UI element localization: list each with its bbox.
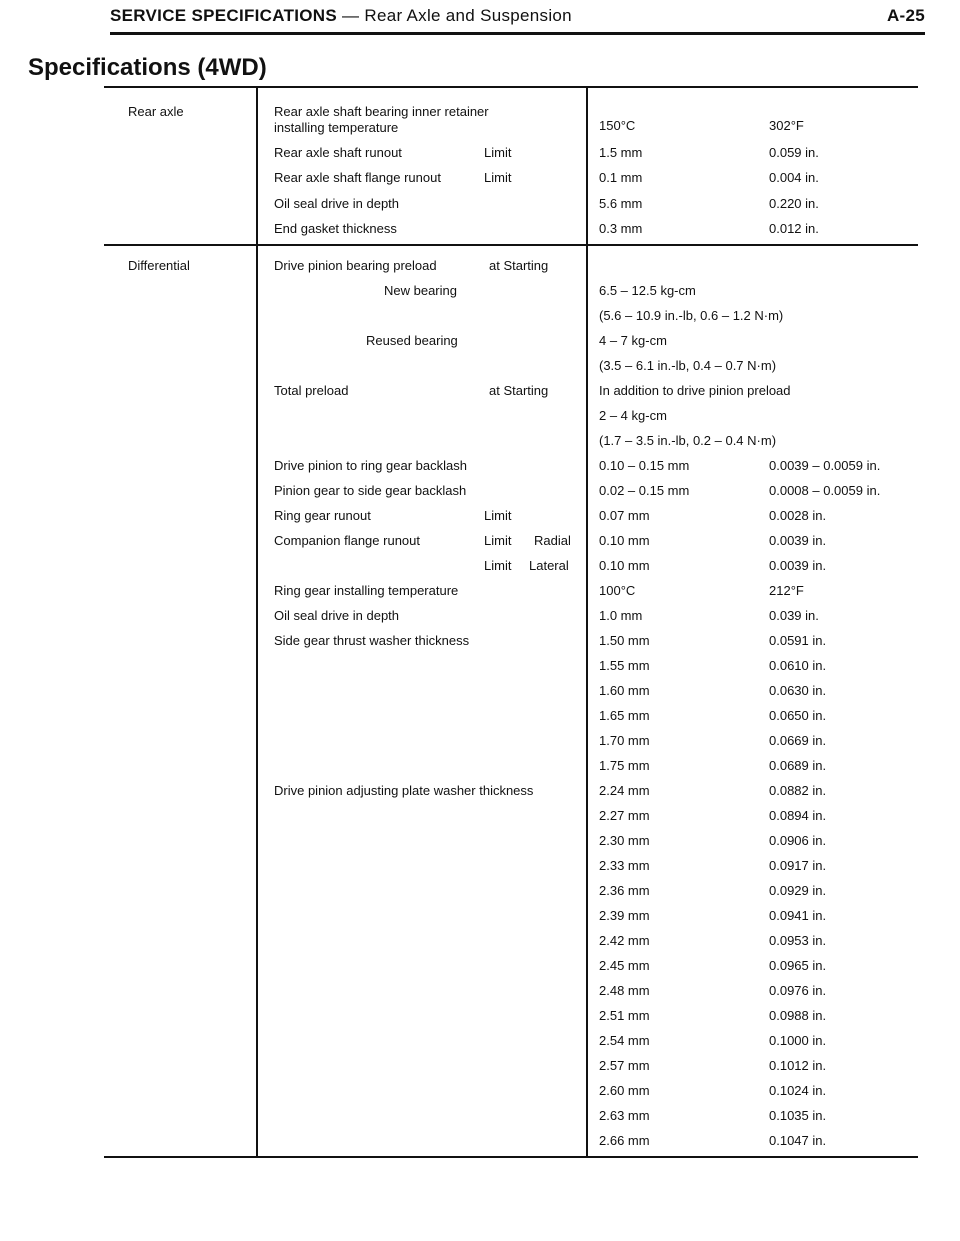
spec-imperial: 0.0929 in.: [769, 883, 827, 898]
spec-metric: 2.30 mm: [599, 833, 650, 848]
spec-table: [104, 86, 918, 1158]
spec-metric: 1.50 mm: [599, 633, 650, 648]
spec-metric: 2.63 mm: [599, 1108, 650, 1123]
spec-imperial: 0.0988 in.: [769, 1008, 827, 1023]
spec-label: Side gear thrust washer thickness: [274, 633, 470, 648]
spec-imperial: 0.059 in.: [769, 145, 819, 160]
spec-qualifier: Lateral: [529, 558, 569, 573]
page-title: Specifications (4WD): [28, 54, 267, 81]
spec-metric: 2.54 mm: [599, 1033, 650, 1048]
spec-imperial: 0.039 in.: [769, 608, 819, 623]
spec-metric: 2.57 mm: [599, 1058, 650, 1073]
spec-label: Rear axle shaft bearing inner retainer installing temperature: [274, 104, 489, 135]
spec-imperial: 0.1024 in.: [769, 1083, 827, 1098]
spec-metric: 1.5 mm: [599, 145, 643, 160]
spec-imperial: 0.1012 in.: [769, 1058, 827, 1073]
spec-sublabel: New bearing: [384, 283, 457, 298]
spec-qualifier: at Starting: [489, 383, 549, 398]
spec-metric: 1.75 mm: [599, 758, 650, 773]
spec-metric: 2.60 mm: [599, 1083, 650, 1098]
spec-metric: 0.10 mm: [599, 533, 650, 548]
spec-metric: 0.10 – 0.15 mm: [599, 458, 690, 473]
spec-qualifier: Limit: [484, 170, 512, 185]
spec-label: Drive pinion to ring gear backlash: [274, 458, 467, 473]
spec-metric-alt: (3.5 – 6.1 in.-lb, 0.4 – 0.7 N·m): [599, 358, 777, 373]
category-differential: Differential: [128, 258, 190, 273]
spec-metric: 6.5 – 12.5 kg-cm: [599, 283, 696, 298]
spec-metric: 1.0 mm: [599, 608, 643, 623]
spec-metric: 0.10 mm: [599, 558, 650, 573]
page-number: A-25: [886, 6, 925, 25]
spec-imperial: 0.0941 in.: [769, 908, 827, 923]
spec-imperial: 0.0953 in.: [769, 933, 827, 948]
spec-imperial: 0.0039 – 0.0059 in.: [769, 458, 881, 473]
spec-imperial: 0.0689 in.: [769, 758, 827, 773]
spec-imperial: 302°F: [769, 118, 804, 133]
spec-imperial: 0.0008 – 0.0059 in.: [769, 483, 881, 498]
spec-label: Oil seal drive in depth: [274, 608, 400, 623]
spec-sublabel: Reused bearing: [366, 333, 458, 348]
spec-metric: 2.39 mm: [599, 908, 650, 923]
spec-label: Total preload: [274, 383, 349, 398]
spec-metric: 2.48 mm: [599, 983, 650, 998]
spec-imperial: 0.0028 in.: [769, 508, 827, 523]
spec-imperial: 0.0591 in.: [769, 633, 827, 648]
spec-qualifier: Limit: [484, 558, 512, 573]
spec-metric: 2.27 mm: [599, 808, 650, 823]
spec-metric: 2.51 mm: [599, 1008, 650, 1023]
spec-imperial: 0.0917 in.: [769, 858, 827, 873]
spec-metric: 2.42 mm: [599, 933, 650, 948]
spec-metric: 1.55 mm: [599, 658, 650, 673]
spec-imperial: 212°F: [769, 583, 804, 598]
category-rear-axle: Rear axle: [128, 104, 184, 119]
spec-imperial: 0.0610 in.: [769, 658, 827, 673]
spec-imperial: 0.0906 in.: [769, 833, 827, 848]
spec-imperial: 0.0976 in.: [769, 983, 827, 998]
spec-imperial: 0.004 in.: [769, 170, 819, 185]
spec-metric: In addition to drive pinion preload: [599, 383, 791, 398]
spec-imperial: 0.1035 in.: [769, 1108, 827, 1123]
spec-label: Rear axle shaft flange runout: [274, 170, 441, 185]
spec-metric: 2.45 mm: [599, 958, 650, 973]
spec-metric-alt: (1.7 – 3.5 in.-lb, 0.2 – 0.4 N·m): [599, 433, 777, 448]
spec-imperial: 0.1047 in.: [769, 1133, 827, 1148]
header-section: SERVICE SPECIFICATIONS: [110, 6, 338, 25]
spec-imperial: 0.0669 in.: [769, 733, 827, 748]
page-header: [110, 6, 925, 35]
spec-metric: 0.1 mm: [599, 170, 643, 185]
spec-imperial: 0.012 in.: [769, 221, 819, 236]
spec-imperial: 0.0882 in.: [769, 783, 827, 798]
spec-label: Rear axle shaft runout: [274, 145, 402, 160]
spec-qualifier: at Starting: [489, 258, 549, 273]
spec-metric: 2 – 4 kg-cm: [599, 408, 667, 423]
spec-metric: 0.07 mm: [599, 508, 650, 523]
spec-imperial: 0.1000 in.: [769, 1033, 827, 1048]
spec-imperial: 0.0965 in.: [769, 958, 827, 973]
spec-label: Drive pinion bearing preload: [274, 258, 437, 273]
spec-metric: 0.02 – 0.15 mm: [599, 483, 690, 498]
spec-metric: 1.70 mm: [599, 733, 650, 748]
spec-metric: 2.66 mm: [599, 1133, 650, 1148]
spec-qualifier: Limit: [484, 508, 512, 523]
spec-label: Oil seal drive in depth: [274, 196, 400, 211]
spec-label: Drive pinion adjusting plate washer thickness: [274, 783, 534, 798]
spec-metric-alt: (5.6 – 10.9 in.-lb, 0.6 – 1.2 N·m): [599, 308, 784, 323]
row-divider: [104, 244, 918, 246]
spec-label: Pinion gear to side gear backlash: [274, 483, 467, 498]
spec-metric: 4 – 7 kg-cm: [599, 333, 667, 348]
spec-label: End gasket thickness: [274, 221, 397, 236]
spec-imperial: 0.0630 in.: [769, 683, 827, 698]
spec-metric: 1.65 mm: [599, 708, 650, 723]
spec-metric: 2.36 mm: [599, 883, 650, 898]
spec-imperial: 0.220 in.: [769, 196, 819, 211]
header-subtitle: — Rear Axle and Suspension: [342, 6, 572, 25]
spec-metric: 5.6 mm: [599, 196, 643, 211]
spec-metric: 150°C: [599, 118, 636, 133]
column-divider: [256, 88, 258, 1156]
spec-metric: 100°C: [599, 583, 636, 598]
spec-imperial: 0.0894 in.: [769, 808, 827, 823]
spec-qualifier: Limit: [484, 145, 512, 160]
spec-metric: 2.24 mm: [599, 783, 650, 798]
spec-label: Companion flange runout: [274, 533, 420, 548]
spec-imperial: 0.0650 in.: [769, 708, 827, 723]
spec-imperial: 0.0039 in.: [769, 558, 827, 573]
spec-metric: 2.33 mm: [599, 858, 650, 873]
spec-imperial: 0.0039 in.: [769, 533, 827, 548]
spec-qualifier: Radial: [534, 533, 571, 548]
spec-qualifier: Limit: [484, 533, 512, 548]
spec-label: Ring gear installing temperature: [274, 583, 459, 598]
spec-metric: 1.60 mm: [599, 683, 650, 698]
column-divider: [586, 88, 588, 1156]
spec-metric: 0.3 mm: [599, 221, 643, 236]
spec-label: Ring gear runout: [274, 508, 371, 523]
